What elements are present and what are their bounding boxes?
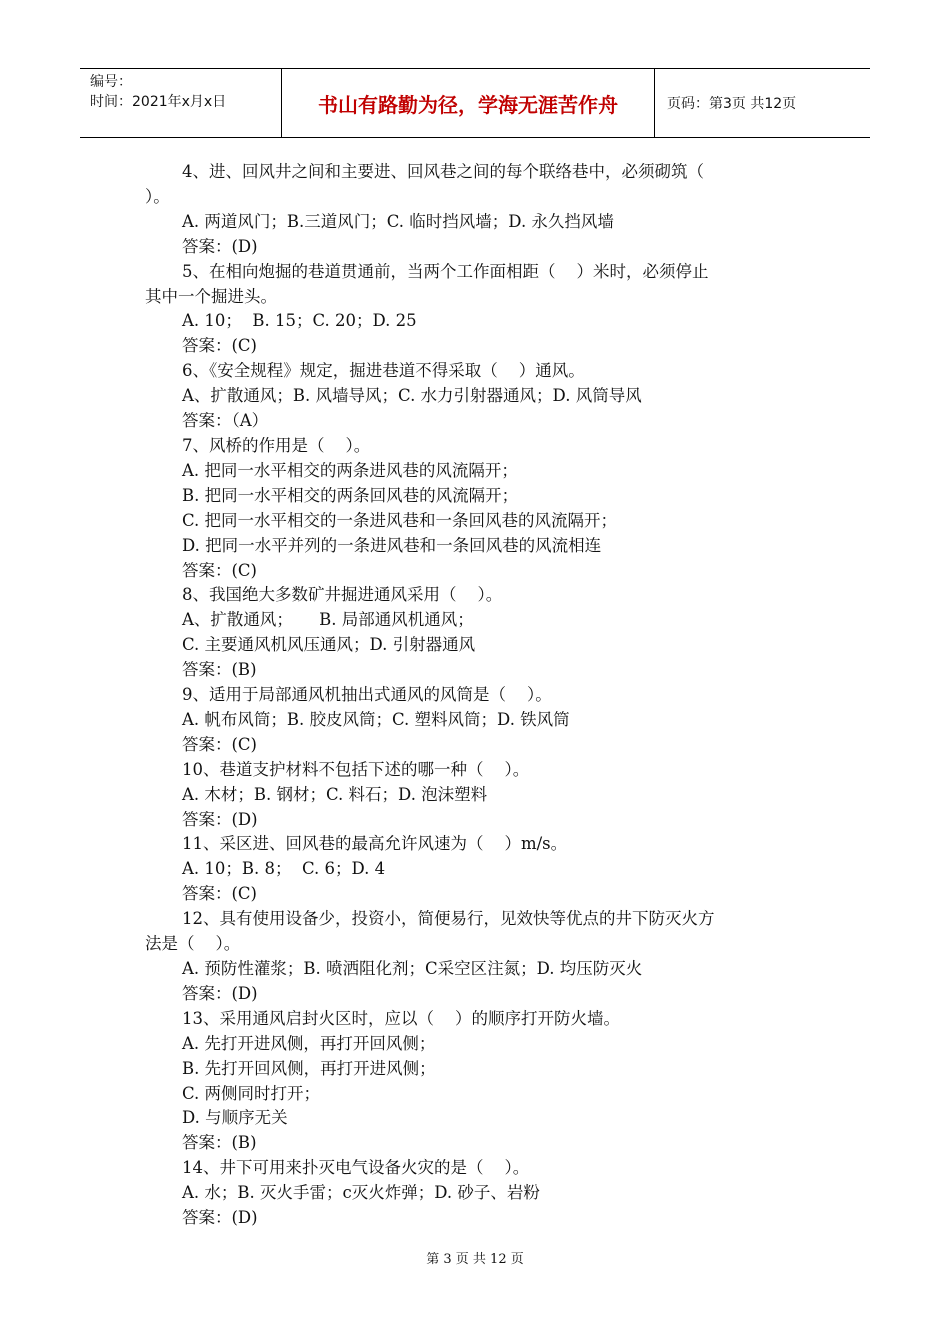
text-line: A、扩散通风；B. 风墙导风；C. 水力引射器通风；D. 风筒导风	[182, 386, 642, 406]
text-line: B. 先打开回风侧，再打开进风侧；	[182, 1058, 436, 1078]
text-line: A. 帆布风筒；B. 胶皮风筒；C. 塑料风筒；D. 铁风筒	[182, 709, 570, 729]
text-line: 答案：(D)	[182, 1208, 258, 1228]
text-line: 答案：（A）	[182, 411, 269, 431]
text-line: D. 把同一水平并列的一条进风巷和一条回风巷的风流相连	[182, 535, 602, 555]
text-line: 6、《安全规程》规定，掘进巷道不得采取（ ）通风。	[182, 361, 585, 381]
header-meta	[80, 69, 282, 137]
text-line: 法是（ ）。	[145, 934, 241, 954]
text-line: A. 木材；B. 钢材；C. 料石；D. 泡沫塑料	[182, 784, 488, 804]
text-line: A. 水；B. 灭火手雷；c灭火炸弹；D. 砂子、岩粉	[182, 1183, 540, 1203]
text-line: A. 10； B. 15；C. 20；D. 25	[182, 311, 417, 331]
text-line: 答案：(C)	[182, 734, 257, 754]
text-line: D. 与顺序无关	[182, 1108, 288, 1128]
text-line: B. 把同一水平相交的两条回风巷的风流隔开；	[182, 485, 519, 505]
header-page-info: 页码：第3页 共12页	[667, 96, 797, 112]
text-line: A、扩散通风； B. 局部通风机通风；	[182, 610, 474, 630]
document-date: 时间：2021年x月x日	[90, 94, 227, 110]
text-line: 答案：(B)	[182, 660, 257, 680]
text-line: A. 预防性灌浆；B. 喷洒阻化剂；C采空区注氮；D. 均压防灭火	[182, 959, 643, 978]
text-line: 10、巷道支护材料不包括下述的哪一种（ ）。	[182, 759, 530, 779]
text-line: 5、在相向炮掘的巷道贯通前，当两个工作面相距（ ）米时，必须停止	[182, 261, 709, 281]
text-line: A. 先打开进风侧，再打开回风侧；	[182, 1033, 436, 1053]
text-line: 12、具有使用设备少，投资小，简便易行，见效快等优点的井下防灭火方	[182, 909, 715, 929]
text-line: 8、我国绝大多数矿井掘进通风采用（ ）。	[182, 585, 503, 605]
text-line: 11、采区进、回风巷的最高允许风速为（ ）m/s。	[182, 834, 568, 854]
text-line: 其中一个掘进头。	[145, 286, 277, 306]
text-line: 9、适用于局部通风机抽出式通风的风筒是（ ）。	[182, 685, 552, 705]
header-motto: 书山有路勤为径，学海无涯苦作舟	[282, 69, 655, 137]
text-line: 14、井下可用来扑灭电气设备火灾的是（ ）。	[182, 1158, 530, 1178]
text-line: 答案：(D)	[182, 809, 258, 829]
page-header	[80, 68, 870, 138]
text-line: A. 两道风门；B.三道风门；C. 临时挡风墙；D. 永久挡风墙	[182, 211, 614, 231]
document-body	[145, 160, 815, 1231]
text-line: A. 10；B. 8； C. 6；D. 4	[182, 859, 386, 879]
text-line: 答案：(D)	[182, 236, 258, 256]
text-line: 答案：(C)	[182, 336, 257, 356]
page-footer: 第 3 页 共 12 页	[426, 1252, 524, 1267]
text-line: 答案：(D)	[182, 983, 258, 1003]
text-line: 13、采用通风启封火区时，应以（ ）的顺序打开防火墙。	[182, 1008, 620, 1028]
text-line: A. 把同一水平相交的两条进风巷的风流隔开；	[182, 460, 518, 480]
text-line: C. 两侧同时打开；	[182, 1083, 321, 1103]
text-line: 7、风桥的作用是（ ）。	[182, 435, 371, 455]
document-code-label: 编号：	[90, 74, 132, 90]
text-line: 4、进、回风井之间和主要进、回风巷之间的每个联络巷中，必须砌筑（	[182, 162, 704, 181]
text-line: C. 把同一水平相交的一条进风巷和一条回风巷的风流隔开；	[182, 510, 618, 530]
text-line: C. 主要通风机风压通风；D. 引射器通风	[182, 635, 476, 655]
text-line: 答案：(B)	[182, 1133, 257, 1153]
text-line: 答案：(C)	[182, 560, 257, 580]
text-line: 答案：(C)	[182, 884, 257, 904]
text-line: ）。	[145, 186, 170, 206]
